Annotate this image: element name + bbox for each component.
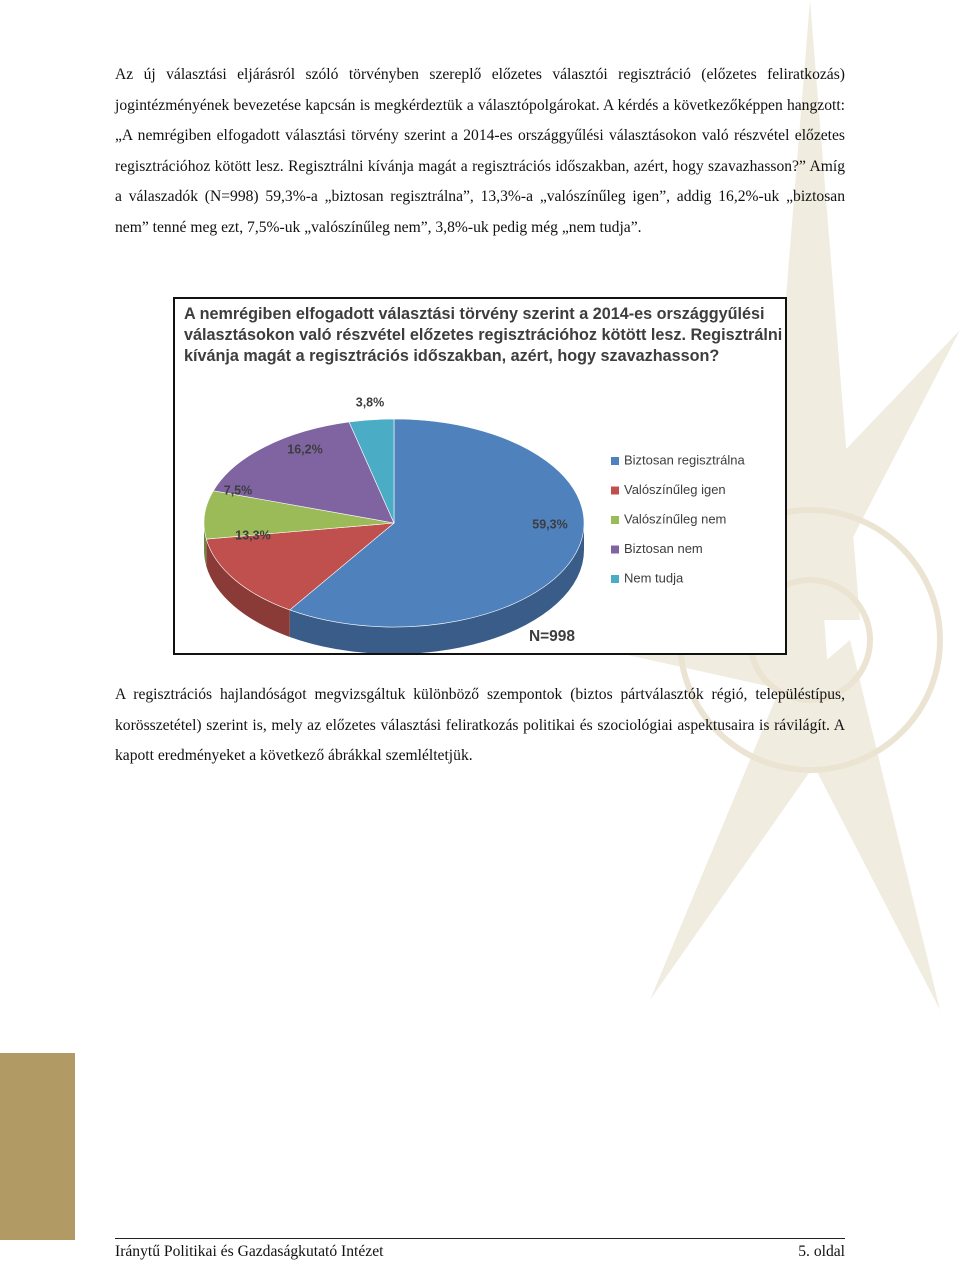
legend-label-0: Biztosan regisztrálna xyxy=(624,452,745,468)
chart-title: A nemrégiben elfogadott választási törvény szerint a 2014-es országgyűlési választásokon való részvétel előzetes regisztrációhoz kötött lesz. Regisztrálni kívánja magát a regisztrációs időszakban, azért, hogy szavazhasson? xyxy=(184,305,783,365)
legend-label-2: Valószínűleg nem xyxy=(624,511,727,527)
intro-paragraph: Az új választási eljárásról szóló törvényben szereplő előzetes választói regisztráció (előzetes feliratkozás) jogintézményének bevezetése kapcsán is megkérdeztük a választópolgárokat. A kérdés a következőképpen hangzott: „A nemrégiben elfogadott választási törvény szerint a 2014-es országgyűlési választásokon való részvétel előzetes regisztrációhoz kötött lesz. Regisztrálni kívánja magát a regisztrációs időszakban, azért, hogy szavazhasson?” Amíg a válaszadók (N=998) 59,3%-a „biztosan regisztrálna”, 13,3%-a „valószínűleg igen”, addig 16,2%-uk „biztosan nem” tenné meg ezt, 7,5%-uk „valószínűleg nem”, 3,8%-uk pedig még „nem tudja”. xyxy=(115,66,845,236)
pie-chart xyxy=(175,299,785,653)
pie-label-0: 59,3% xyxy=(532,517,568,532)
pie-label-1: 13,3% xyxy=(235,528,271,543)
legend-swatch-1 xyxy=(611,487,619,495)
pie-chart-box xyxy=(173,297,787,655)
footer-rule xyxy=(115,1238,845,1239)
legend-swatch-0 xyxy=(611,457,619,465)
pie-label-4: 3,8% xyxy=(355,395,385,410)
footer-page-number: 5. oldal xyxy=(798,1243,845,1260)
side-color-bar xyxy=(0,1053,75,1240)
pie-label-3: 16,2% xyxy=(287,442,323,457)
legend-swatch-4 xyxy=(611,575,619,583)
pie-label-2: 7,5% xyxy=(223,483,253,498)
legend-swatch-2 xyxy=(611,516,619,524)
sample-size-note: N=998 xyxy=(528,628,576,646)
footer-organization: Iránytű Politikai és Gazdaságkutató Intézet xyxy=(115,1243,384,1260)
legend-swatch-3 xyxy=(611,546,619,554)
legend-label-4: Nem tudja xyxy=(624,570,684,586)
legend-label-1: Valószínűleg igen xyxy=(624,481,726,497)
second-paragraph: A regisztrációs hajlandóságot megvizsgáltuk különböző szempontok (biztos pártválasztók régió, településtípus, korösszetétel) szerint is, mely az előzetes választási feliratkozás politikai és szociológiai aspektusaira is rávilágít. A kapott eredményeket a következő ábrákkal szemléltetjük. xyxy=(115,686,845,764)
legend-label-3: Biztosan nem xyxy=(624,540,703,556)
